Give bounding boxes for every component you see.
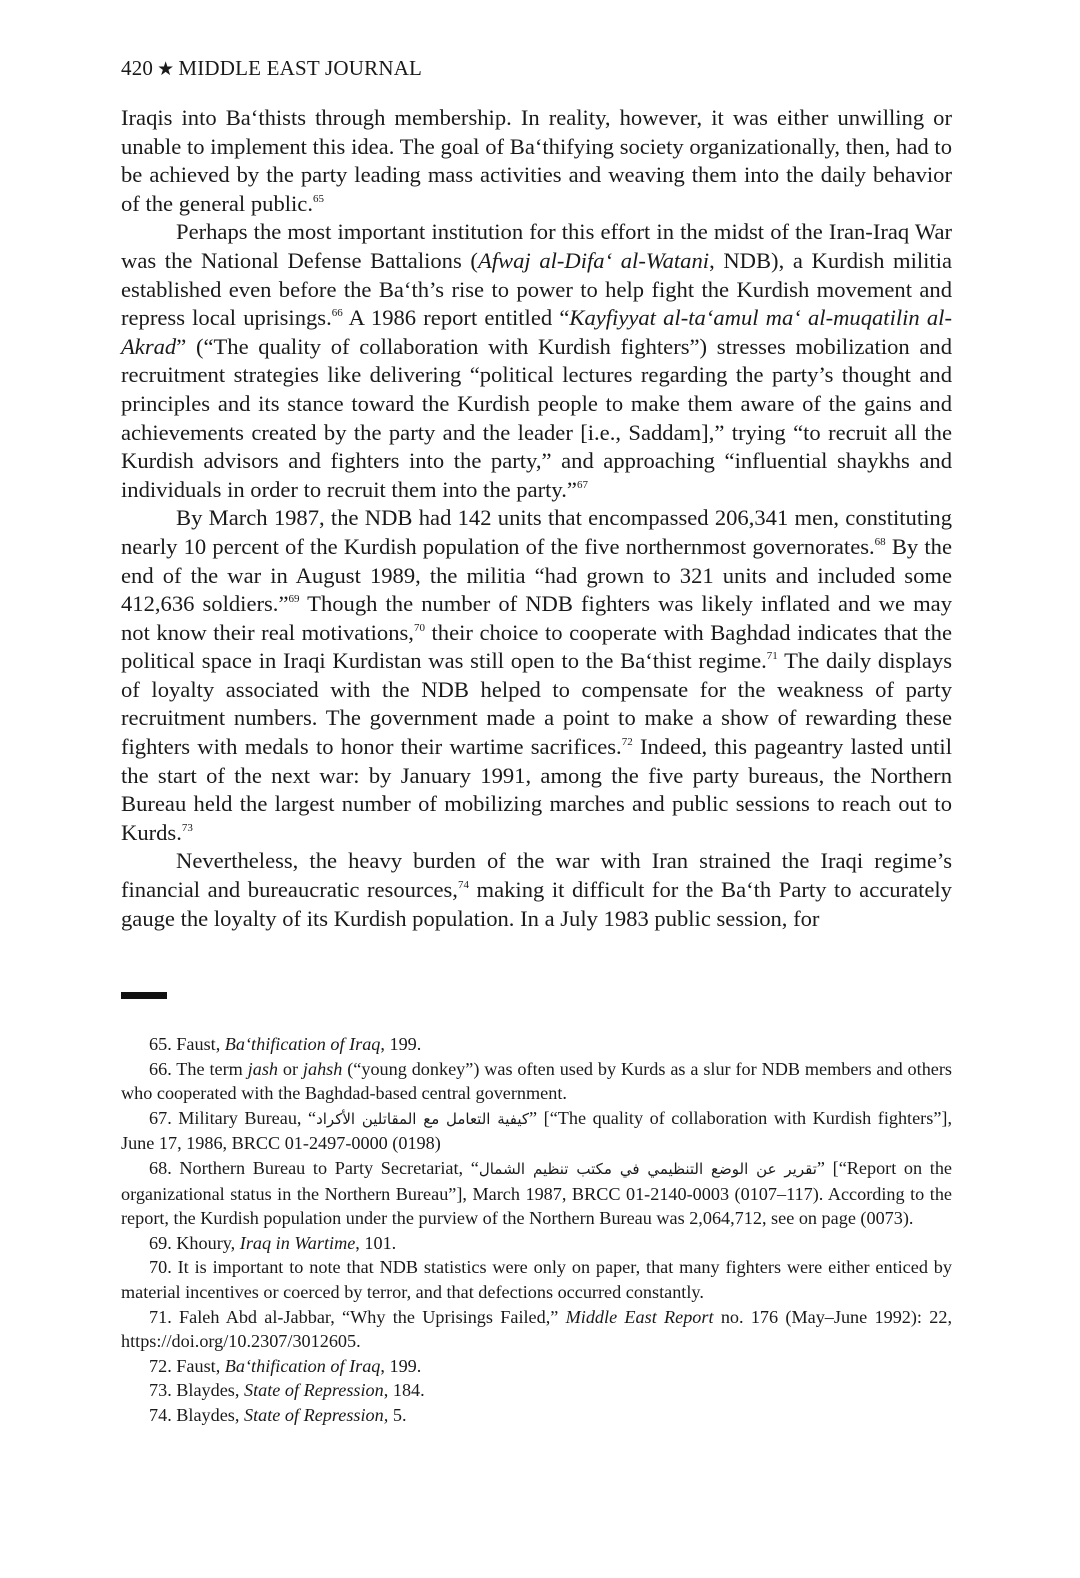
body-text (121, 104, 952, 933)
footnote-67: 67. Military Bureau, “كيفية التعامل مع المقاتلين الأكراد” [“The quality of collaboration with Kurdish fighters”], June 17, 1986, BRCC 01-2497-0000 (0198) (121, 1107, 952, 1154)
footnote-74: 74. Blaydes, State of Repression, 5. (149, 1404, 407, 1425)
footnote-ref-65[interactable]: 65 (312, 192, 324, 205)
journal-title: MIDDLE EAST JOURNAL (178, 56, 423, 80)
paragraph-3: By March 1987, the NDB had 142 units that encompassed 206,341 men, constituting nearly 10 percent of the Kurdish population of the five northernmost governorates.$^{68}$ By the end of the war in August 1989, the militia “had grown to 321 units and included some 412,636 soldiers.”$^{69}$ Though the number of NDB fighters was likely inflated and we may not know their real motivations,$^{70}$ their choice to cooperate with Baghdad indicates that the political space in Iraqi Kurdistan was still open to the Ba‘thist regime.$^{71}$ The daily displays of loyalty associated with the NDB helped to compensate for the weakness of party recruitment numbers. The government made a point to make a show of rewarding these fighters with medals to honor their wartime sacrifices.$^{72}$ Indeed, this pageantry lasted until the start of the next war: by January 1991, among the five party bureaus, the Northern Bureau held the largest number of mobilizing marches and public sessions to reach out to Kurds.$^{73}$ (121, 505, 953, 845)
footnotes (121, 1032, 952, 1428)
footnote-70: 70. It is important to note that NDB statistics were only on paper, that many fighters were either enticed by material incentives or coerced by terror, and that defections occurred constantly. (121, 1257, 952, 1302)
footnote-ref-71[interactable]: 71 (766, 650, 778, 663)
footnote-ref-66[interactable]: 66 (331, 307, 343, 320)
arabic-title: تقرير عن الوضع التنظيمي في مكتب تنظيم الشمال (478, 1159, 817, 1178)
footnote-ref-74[interactable]: 74 (457, 879, 469, 892)
footnote-ref-67[interactable]: 67 (576, 478, 588, 491)
footnote-ref-69[interactable]: 69 (288, 593, 300, 606)
paragraph-2: Perhaps the most important institution for this effort in the midst of the Iran-Iraq War was the National Defense Battalions (Afwaj al-Difa‘ al-Watani, NDB), a Kurdish militia established even before the Ba‘th’s rise to power to help fight the Kurdish movement and repress local uprisings.$^{66}$ A 1986 report entitled “Kayfiyyat al-ta‘amul ma‘ al-muqatilin al-Akrad” (“The quality of collaboration with Kurdish fighters”) stresses mobilization and recruitment strategies like delivering “political lectures regarding the party’s thought and principles and its stance toward the Kurdish people to make them aware of the gains and achievements created by the party and the leader [i.e., Saddam],” trying “to recruit all the Kurdish advisors and fighters into the party,” and approaching “influential shaykhs and individuals in order to recruit them into the party.”$^{67}$ (121, 219, 952, 502)
page-number: 420 (121, 56, 154, 80)
footnote-65: 65. Faust, Ba‘thification of Iraq, 199. (149, 1034, 422, 1054)
footnote-ref-72[interactable]: 72 (621, 736, 633, 749)
footnote-66: 66. The term jash or jahsh (“young donkey”) was often used by Kurds as a slur for NDB members and others who cooperated with the Baghdad-based central government. (121, 1058, 952, 1104)
footnote-68: 68. Northern Bureau to Party Secretariat, “تقرير عن الوضع التنظيمي في مكتب تنظيم الشمال” [“Report on the organizational status in the Northern Bureau”], March 1987, BRCC 01-2140-0003 (0107–117). According to the report, the Kurdish population under the purview of the Northern Bureau was 2,064,712, see on page (0073). (121, 1157, 953, 1229)
paragraph-4: Nevertheless, the heavy burden of the war with Iran strained the Iraqi regime’s financial and bureaucratic resources,$^{74}$ making it difficult for the Ba‘th Party to accurately gauge the loyalty of its Kurdish population. In a July 1983 public session, for (121, 848, 952, 931)
footnote-72: 72. Faust, Ba‘thification of Iraq, 199. (149, 1355, 422, 1376)
footnote-69: 69. Khoury, Iraq in Wartime, 101. (149, 1232, 397, 1253)
star-icon: ★ (157, 59, 175, 80)
footnote-ref-70[interactable]: 70 (413, 621, 425, 634)
arabic-title: كيفية التعامل مع المقاتلين الأكراد (316, 1109, 530, 1128)
footnote-71: 71. Faleh Abd al-Jabbar, “Why the Uprisings Failed,” Middle East Report no. 176 (May–June 1992): 22, https://doi.org/10.2307/3012605. (121, 1306, 953, 1352)
footnote-73: 73. Blaydes, State of Repression, 184. (149, 1380, 425, 1401)
footnote-rule (121, 992, 167, 999)
footnote-ref-73[interactable]: 73 (181, 821, 193, 834)
paragraph-1: Iraqis into Ba‘thists through membership. In reality, however, it was either unwilling or unable to implement this idea. The goal of Ba‘thifying society organizationally, then, had to be achieved by the party leading mass activities and weaving them into the daily behavior of the general public.$^{65}$ (121, 105, 952, 216)
running-header (121, 56, 422, 81)
footnote-ref-68[interactable]: 68 (874, 535, 886, 548)
